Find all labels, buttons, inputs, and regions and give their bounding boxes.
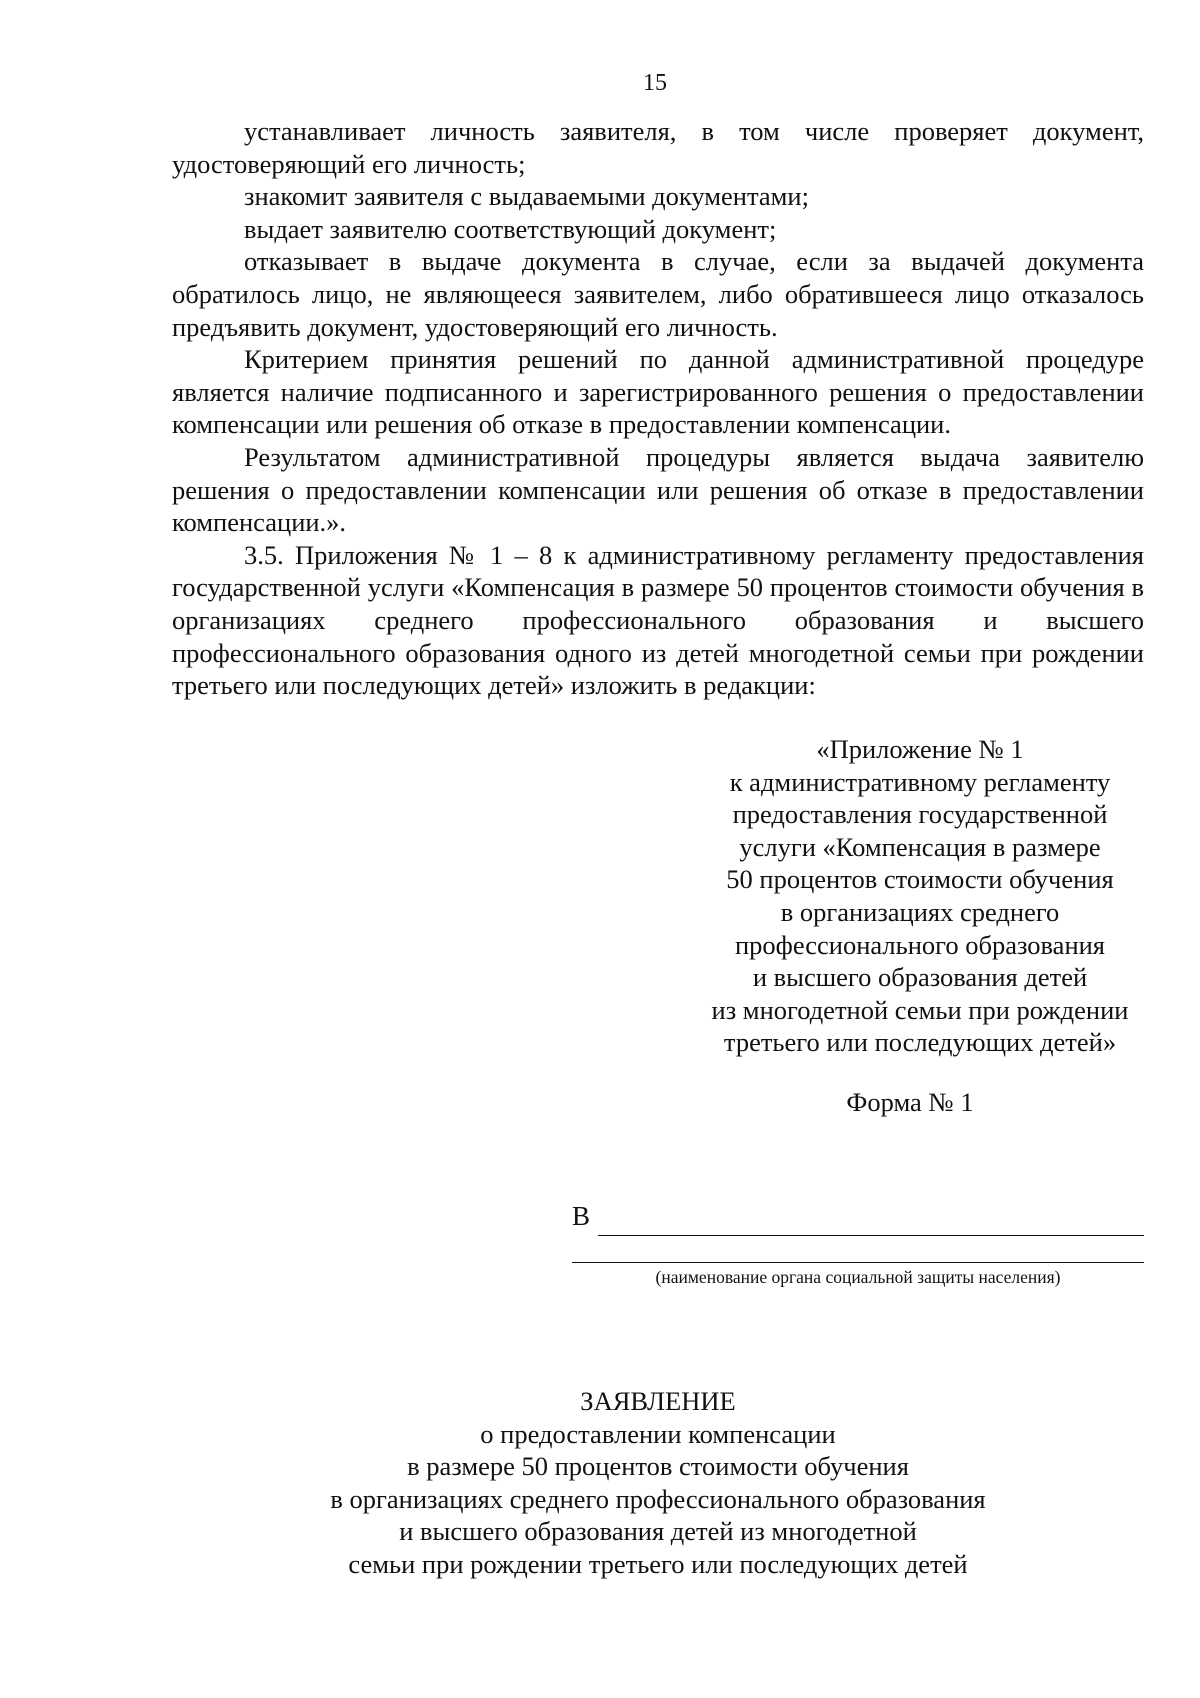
addressee-field bbox=[572, 1199, 1144, 1239]
appendix-header bbox=[660, 733, 1180, 1059]
statement-title: ЗАЯВЛЕНИЕ bbox=[580, 1386, 736, 1416]
statement-line: и высшего образования детей из многодетной bbox=[399, 1516, 917, 1547]
page-number: 15 bbox=[643, 70, 667, 96]
body-text bbox=[172, 115, 1144, 702]
addressee-blank-line-2[interactable] bbox=[572, 1262, 1144, 1263]
appendix-line: 50 процентов стоимости обучения bbox=[726, 864, 1114, 895]
addressee-prefix: В bbox=[572, 1201, 591, 1231]
statement-line: в размере 50 процентов стоимости обучения bbox=[407, 1451, 909, 1482]
form-label: Форма № 1 bbox=[846, 1087, 974, 1117]
appendix-line: из многодетной семьи при рождении bbox=[711, 994, 1129, 1025]
appendix-line: к административному регламенту bbox=[729, 766, 1111, 797]
appendix-line: и высшего образования детей bbox=[752, 962, 1088, 993]
appendix-line: предоставления государственной bbox=[732, 799, 1108, 830]
paragraph-procedure-result: Результатом административной процедуры является выдача заявителю решения о предоставлении компенсации или решения об отказе в предоставлении компенсации.». bbox=[172, 441, 1144, 538]
paragraph-decision-criterion: Критерием принятия решений по данной административной процедуре является наличие подписанного и зарегистрированного решения о предоставлении компенсации или решения об отказе в предоставлении компенсации. bbox=[172, 344, 1144, 440]
statement-heading bbox=[172, 1385, 1144, 1581]
addressee-caption: (наименование органа социальной защиты населения) bbox=[655, 1267, 1061, 1287]
paragraph-refuse-issue: отказывает в выдаче документа в случае, если за выдачей документа обратилось лицо, не являющееся заявителем, либо обратившееся лицо отказалось предъявить документ, удостоверяющий его личность. bbox=[172, 246, 1144, 342]
paragraph-issue-document: выдает заявителю соответствующий документ; bbox=[244, 213, 777, 244]
paragraph-identify-applicant: устанавливает личность заявителя, в том числе проверяет документ, удостоверяющий его личность; bbox=[172, 116, 1144, 179]
appendix-line: «Приложение № 1 bbox=[816, 734, 1024, 764]
appendix-line: профессионального образования bbox=[734, 929, 1106, 960]
statement-line: в организациях среднего профессионального образования bbox=[330, 1483, 986, 1514]
statement-line: о предоставлении компенсации bbox=[480, 1418, 836, 1449]
addressee-blank-line[interactable] bbox=[598, 1235, 1144, 1236]
appendix-line: в организациях среднего bbox=[780, 896, 1060, 927]
statement-line: семьи при рождении третьего или последующих детей bbox=[348, 1548, 968, 1579]
appendix-line: услуги «Компенсация в размере bbox=[739, 831, 1101, 862]
paragraph-acquaint-applicant: знакомит заявителя с выдаваемыми документами; bbox=[244, 181, 809, 212]
paragraph-appendices-amendment: 3.5. Приложения № 1 – 8 к административному регламенту предоставления государственной услуги «Компенсация в размере 50 процентов стоимости обучения в организациях среднего профессионального образования и высшего профессионального образования одного из детей многодетной семьи при рождении третьего или последующих детей» изложить в редакции: bbox=[172, 539, 1144, 701]
appendix-line: третьего или последующих детей» bbox=[723, 1027, 1117, 1058]
